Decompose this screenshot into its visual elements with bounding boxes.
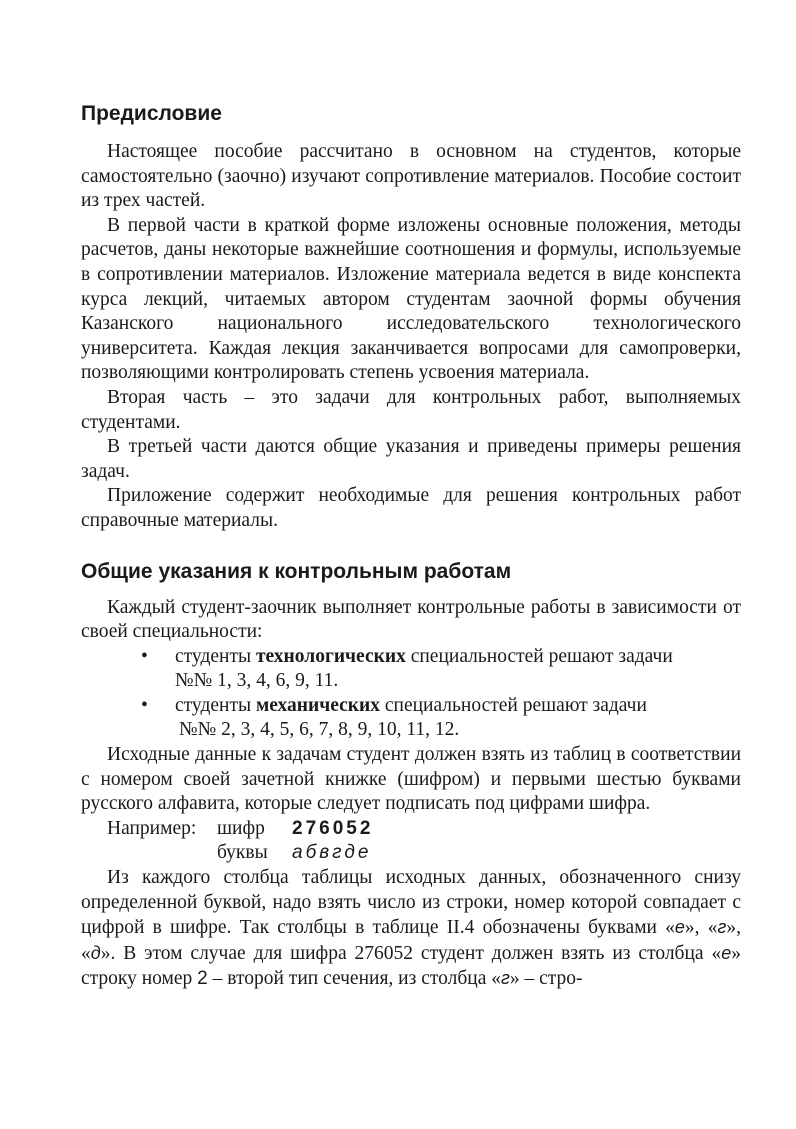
- cipher-word: шифр: [217, 817, 265, 839]
- cipher-example: [107, 817, 741, 866]
- list-item: • студенты технологических специальностей решают задачи №№ 1, 3, 4, 6, 9, 11.: [81, 645, 741, 694]
- specialty-list: [81, 645, 741, 743]
- source-data-paragraph: Исходные данные к задачам студент должен взять из таблиц в соответствии с номером своей зачетной книжке (шифром) и первыми шестью буквами русского алфавита, которые следует подписать под цифрами шифра.: [81, 744, 741, 815]
- guidelines-intro: Каждый студент-заочник выполняет контрольные работы в зависимости от своей специальности:: [81, 596, 741, 643]
- preface-paragraph-4: В третьей части даются общие указания и приведены примеры решения задач.: [81, 436, 741, 482]
- guidelines-heading: Общие указания к контрольным работам: [81, 559, 512, 583]
- preface-paragraph-1: Настоящее пособие рассчитано в основном на студентов, которые самостоятельно (заочно) изучают сопротивление материалов. Пособие состоит из трех частей.: [81, 141, 741, 212]
- specialty-bold: механических: [255, 694, 380, 716]
- example-label: Например:: [107, 817, 197, 839]
- task-numbers: №№ 2, 3, 4, 5, 6, 7, 8, 9, 10, 11, 12.: [179, 719, 460, 741]
- letters-word: буквы: [217, 842, 268, 864]
- preface-heading: Предисловие: [81, 102, 222, 125]
- letters-value: абвгде: [292, 842, 372, 864]
- cipher-value: 276052: [292, 817, 374, 839]
- preface-paragraph-5: Приложение содержит необходимые для решения контрольных работ справочные материалы.: [81, 485, 741, 531]
- bullet-icon: •: [141, 645, 148, 667]
- list-item: • студенты механических специальностей решают задачи №№ 2, 3, 4, 5, 6, 7, 8, 9, 10, 11, 12.: [81, 694, 741, 743]
- bullet-icon: •: [141, 694, 148, 716]
- preface-paragraph-2: В первой части в краткой форме изложены основные положения, методы расчетов, даны некоторые важнейшие соотношения и формулы, используемые в сопротивлении материалов. Изложение материала ведется в виде конспекта курса лекций, читаемых автором студентам заочной формы обучения Казанского национального исследовательского технологического университета. Каждая лекция заканчивается вопросами для самопроверки, позволяющими контролировать степень усвоения материала.: [81, 214, 741, 384]
- specialty-bold: технологических: [255, 645, 406, 667]
- column-selection-paragraph: Из каждого столбца таблицы исходных данных, обозначенного снизу определенной буквой, надо взять число из строки, номер которой совпадает с цифрой в шифре. Так столбцы в таблице II.4 обозначены буквами «е», «г», «д». В этом случае для шифра 276052 студент должен взять из столбца «е» строку номер 2 – второй тип сечения, из столбца «г» – стро-: [81, 867, 741, 990]
- preface-paragraph-3: Вторая часть – это задачи для контрольных работ, выполняемых студентами.: [81, 386, 741, 433]
- task-numbers: №№ 1, 3, 4, 6, 9, 11.: [175, 670, 339, 692]
- page: [81, 100, 741, 992]
